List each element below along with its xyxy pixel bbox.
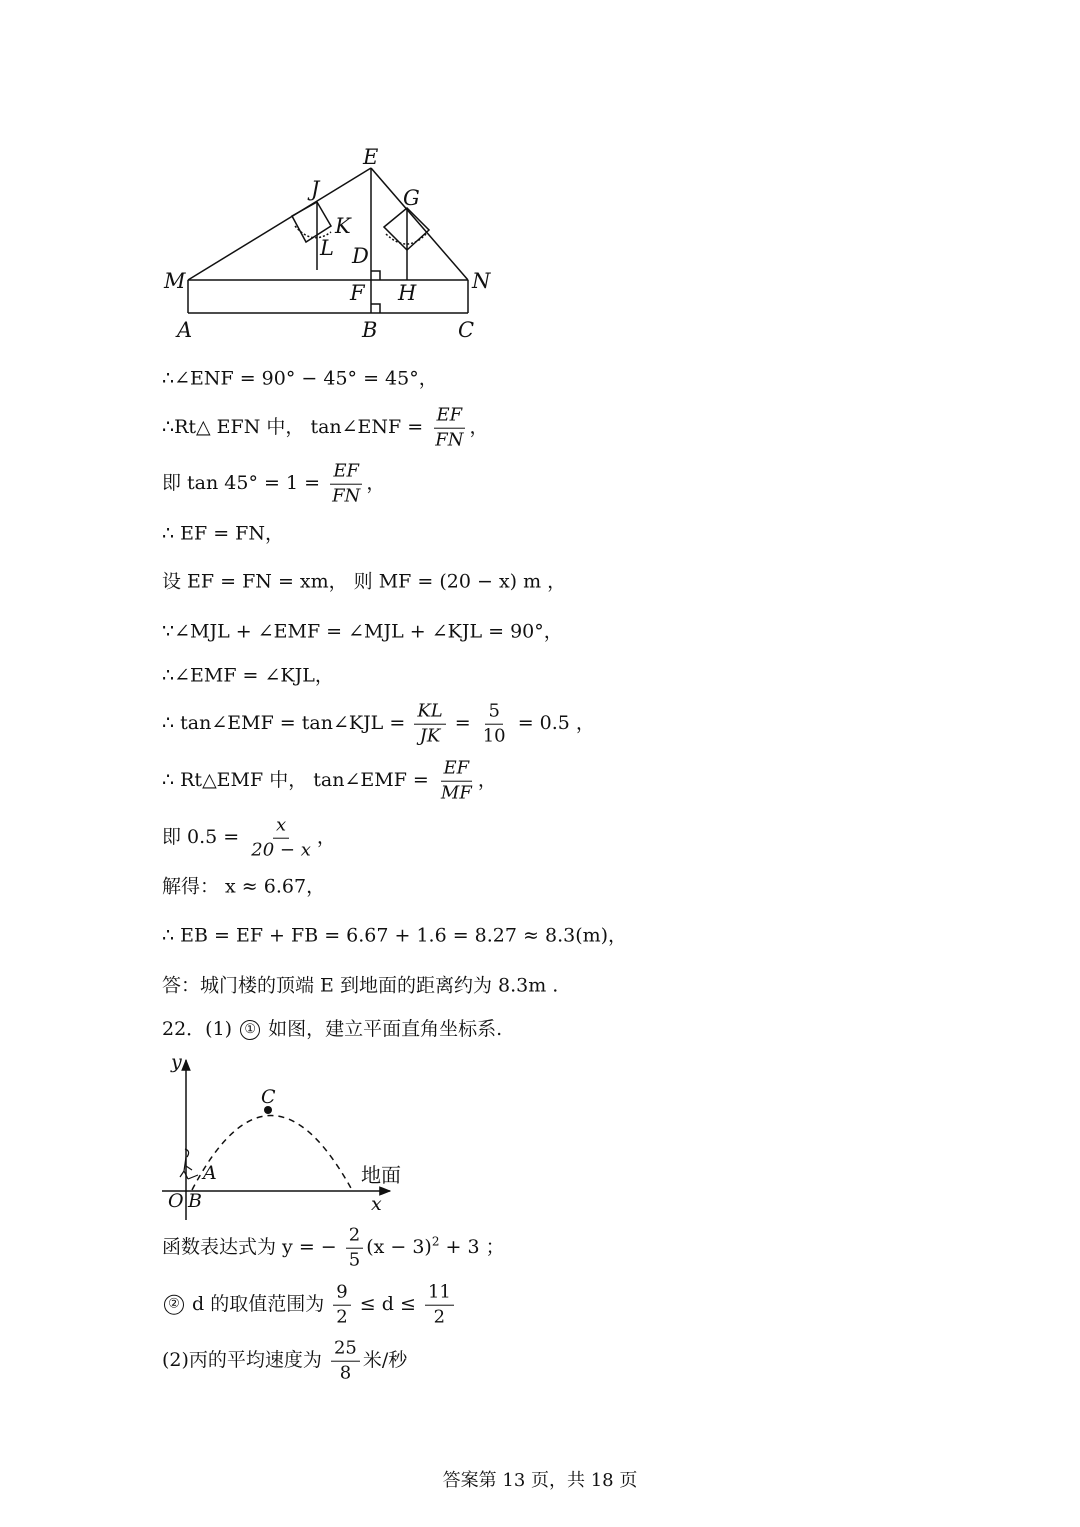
fraction: [331, 1339, 360, 1384]
coordinate-figure: [158, 1048, 418, 1228]
denominator: FN: [435, 429, 464, 451]
label-H: H: [398, 281, 417, 305]
line-punct: ，: [418, 367, 438, 390]
label-A: A: [177, 318, 193, 342]
numerator: EF: [434, 406, 466, 429]
solution-line-11: [162, 875, 326, 898]
circled-number: ①: [240, 1020, 260, 1040]
denominator: JK: [419, 725, 441, 747]
fraction: [438, 759, 475, 804]
line-punct: ，: [469, 416, 489, 438]
line-text: 即 tan 45° = 1 =: [162, 472, 321, 494]
fraction: [425, 1283, 454, 1328]
solution-line-7: [162, 664, 334, 687]
solution-line-12: [162, 924, 628, 947]
label-G: G: [403, 186, 420, 210]
fraction: [432, 406, 466, 451]
fraction: [414, 702, 445, 747]
line-punct: ，: [366, 472, 386, 494]
label-J: J: [311, 177, 320, 201]
fraction: [248, 816, 314, 861]
label-x-axis: x: [371, 1193, 382, 1215]
label-L: L: [320, 236, 334, 260]
label-N: N: [472, 269, 491, 293]
line-punct: ，: [608, 924, 628, 947]
solution-line-1: [162, 367, 438, 390]
line-text: 函数表达式为 y = −: [162, 1236, 337, 1258]
line-text: 设 EF = FN = xm， 则 MF =: [162, 570, 434, 593]
line-text: 解得： x ≈ 6.67: [162, 875, 307, 898]
numerator: EF: [330, 462, 362, 485]
numerator: 11: [425, 1283, 454, 1306]
numerator: x: [273, 816, 289, 839]
page-footer: 答案第 13 页，共 18 页: [442, 1470, 638, 1491]
fraction: [333, 1283, 350, 1328]
solution-line-2: [162, 406, 489, 451]
label-K: K: [335, 214, 351, 238]
numerator: 5: [485, 702, 502, 725]
denominator: 2: [433, 1306, 446, 1328]
answer-line: [162, 974, 559, 997]
solution-line-6: [162, 620, 563, 643]
denominator: MF: [440, 782, 472, 804]
label-C: C: [261, 1086, 276, 1108]
solution-line-5: [162, 570, 567, 593]
label-A: A: [203, 1162, 217, 1184]
denominator: FN: [332, 485, 361, 507]
line-punct: ，: [314, 664, 334, 687]
question-22-heading: [162, 1020, 502, 1040]
line-punct: ，: [306, 875, 326, 898]
ground-label: 地面: [361, 1163, 401, 1187]
line-punct: + 3 ；: [439, 1236, 505, 1258]
line-text: ∴ EF = FN: [162, 522, 265, 545]
label-F: F: [350, 281, 365, 305]
numerator: EF: [441, 759, 473, 782]
denominator: 2: [336, 1306, 348, 1328]
label-B: B: [188, 1190, 202, 1212]
denominator: 8: [339, 1362, 352, 1384]
label-M: M: [164, 269, 186, 293]
line-text: d 的取值范围为: [186, 1293, 325, 1315]
label-O: O: [168, 1190, 184, 1212]
segment-EN: [371, 168, 468, 280]
line-text: ∴Rt△ EFN 中， tan∠ENF =: [162, 416, 424, 438]
numerator: 25: [331, 1339, 360, 1362]
denominator: 20 − x: [251, 839, 311, 861]
fraction: [329, 462, 363, 507]
line-text: ∴ Rt△EMF 中， tan∠EMF =: [162, 769, 429, 791]
average-speed-line: [162, 1339, 407, 1384]
line-text: ∵∠MJL + ∠EMF = ∠MJL + ∠KJL = 90°: [162, 620, 544, 643]
label-y-axis: y: [171, 1051, 182, 1073]
line-punct: m ，: [517, 570, 567, 593]
numerator: 9: [333, 1283, 350, 1306]
paren-expression: (20 − x): [439, 570, 518, 593]
numerator: KL: [414, 702, 445, 725]
line-text: ∴∠ENF = 90° − 45° = 45°: [162, 367, 419, 390]
numerator: 2: [346, 1226, 363, 1249]
line-text: ∴ tan∠EMF = tan∠KJL =: [162, 712, 406, 734]
line-punct: = 0.5 ，: [517, 712, 595, 734]
line-punct: ，: [543, 620, 563, 643]
line-text: ∴ EB = EF + FB = 6.67 + 1.6 = 8.27 ≈ 8.3: [162, 924, 576, 947]
label-B: B: [362, 318, 378, 342]
solution-line-8: [162, 702, 595, 747]
solution-line-9: [162, 759, 497, 804]
equals-sign: =: [454, 712, 471, 734]
line-punct: ，: [316, 826, 336, 848]
fraction: [480, 702, 509, 747]
circled-number: ②: [164, 1295, 184, 1315]
inequality: ≤ d ≤: [359, 1293, 416, 1315]
line-text: (2)丙的平均速度为: [162, 1349, 322, 1371]
denominator: 5: [348, 1249, 361, 1271]
line-punct: ，: [265, 522, 285, 545]
paren-expression: (x − 3): [366, 1236, 432, 1258]
function-expression-line: [162, 1226, 505, 1271]
line-punct: ，: [477, 769, 497, 791]
label-D: D: [352, 244, 369, 268]
label-C: C: [458, 318, 475, 342]
athlete-figure: [180, 1149, 198, 1179]
unit-text: 米/秒: [362, 1349, 408, 1371]
line-text: 如图，建立平面直角坐标系.: [262, 1018, 503, 1040]
exponent: 2: [431, 1234, 440, 1249]
geometry-figure: [155, 140, 495, 350]
solution-line-4: [162, 522, 285, 545]
right-angle-mark-B: [371, 304, 380, 313]
denominator: 10: [482, 725, 506, 747]
fraction: [346, 1226, 363, 1271]
question-number: 22．(1): [162, 1018, 233, 1040]
line-text: ∴∠EMF = ∠KJL: [162, 664, 315, 687]
line-text: 即 0.5 =: [162, 826, 240, 848]
right-angle-mark-F: [371, 271, 380, 280]
paren-expression: (m): [575, 924, 609, 947]
solution-line-3: [162, 462, 385, 507]
range-line: [162, 1283, 457, 1328]
label-E: E: [363, 145, 379, 169]
line-text: 答：城门楼的顶端 E 到地面的距离约为 8.3m .: [162, 974, 559, 997]
solution-line-10: [162, 816, 336, 861]
